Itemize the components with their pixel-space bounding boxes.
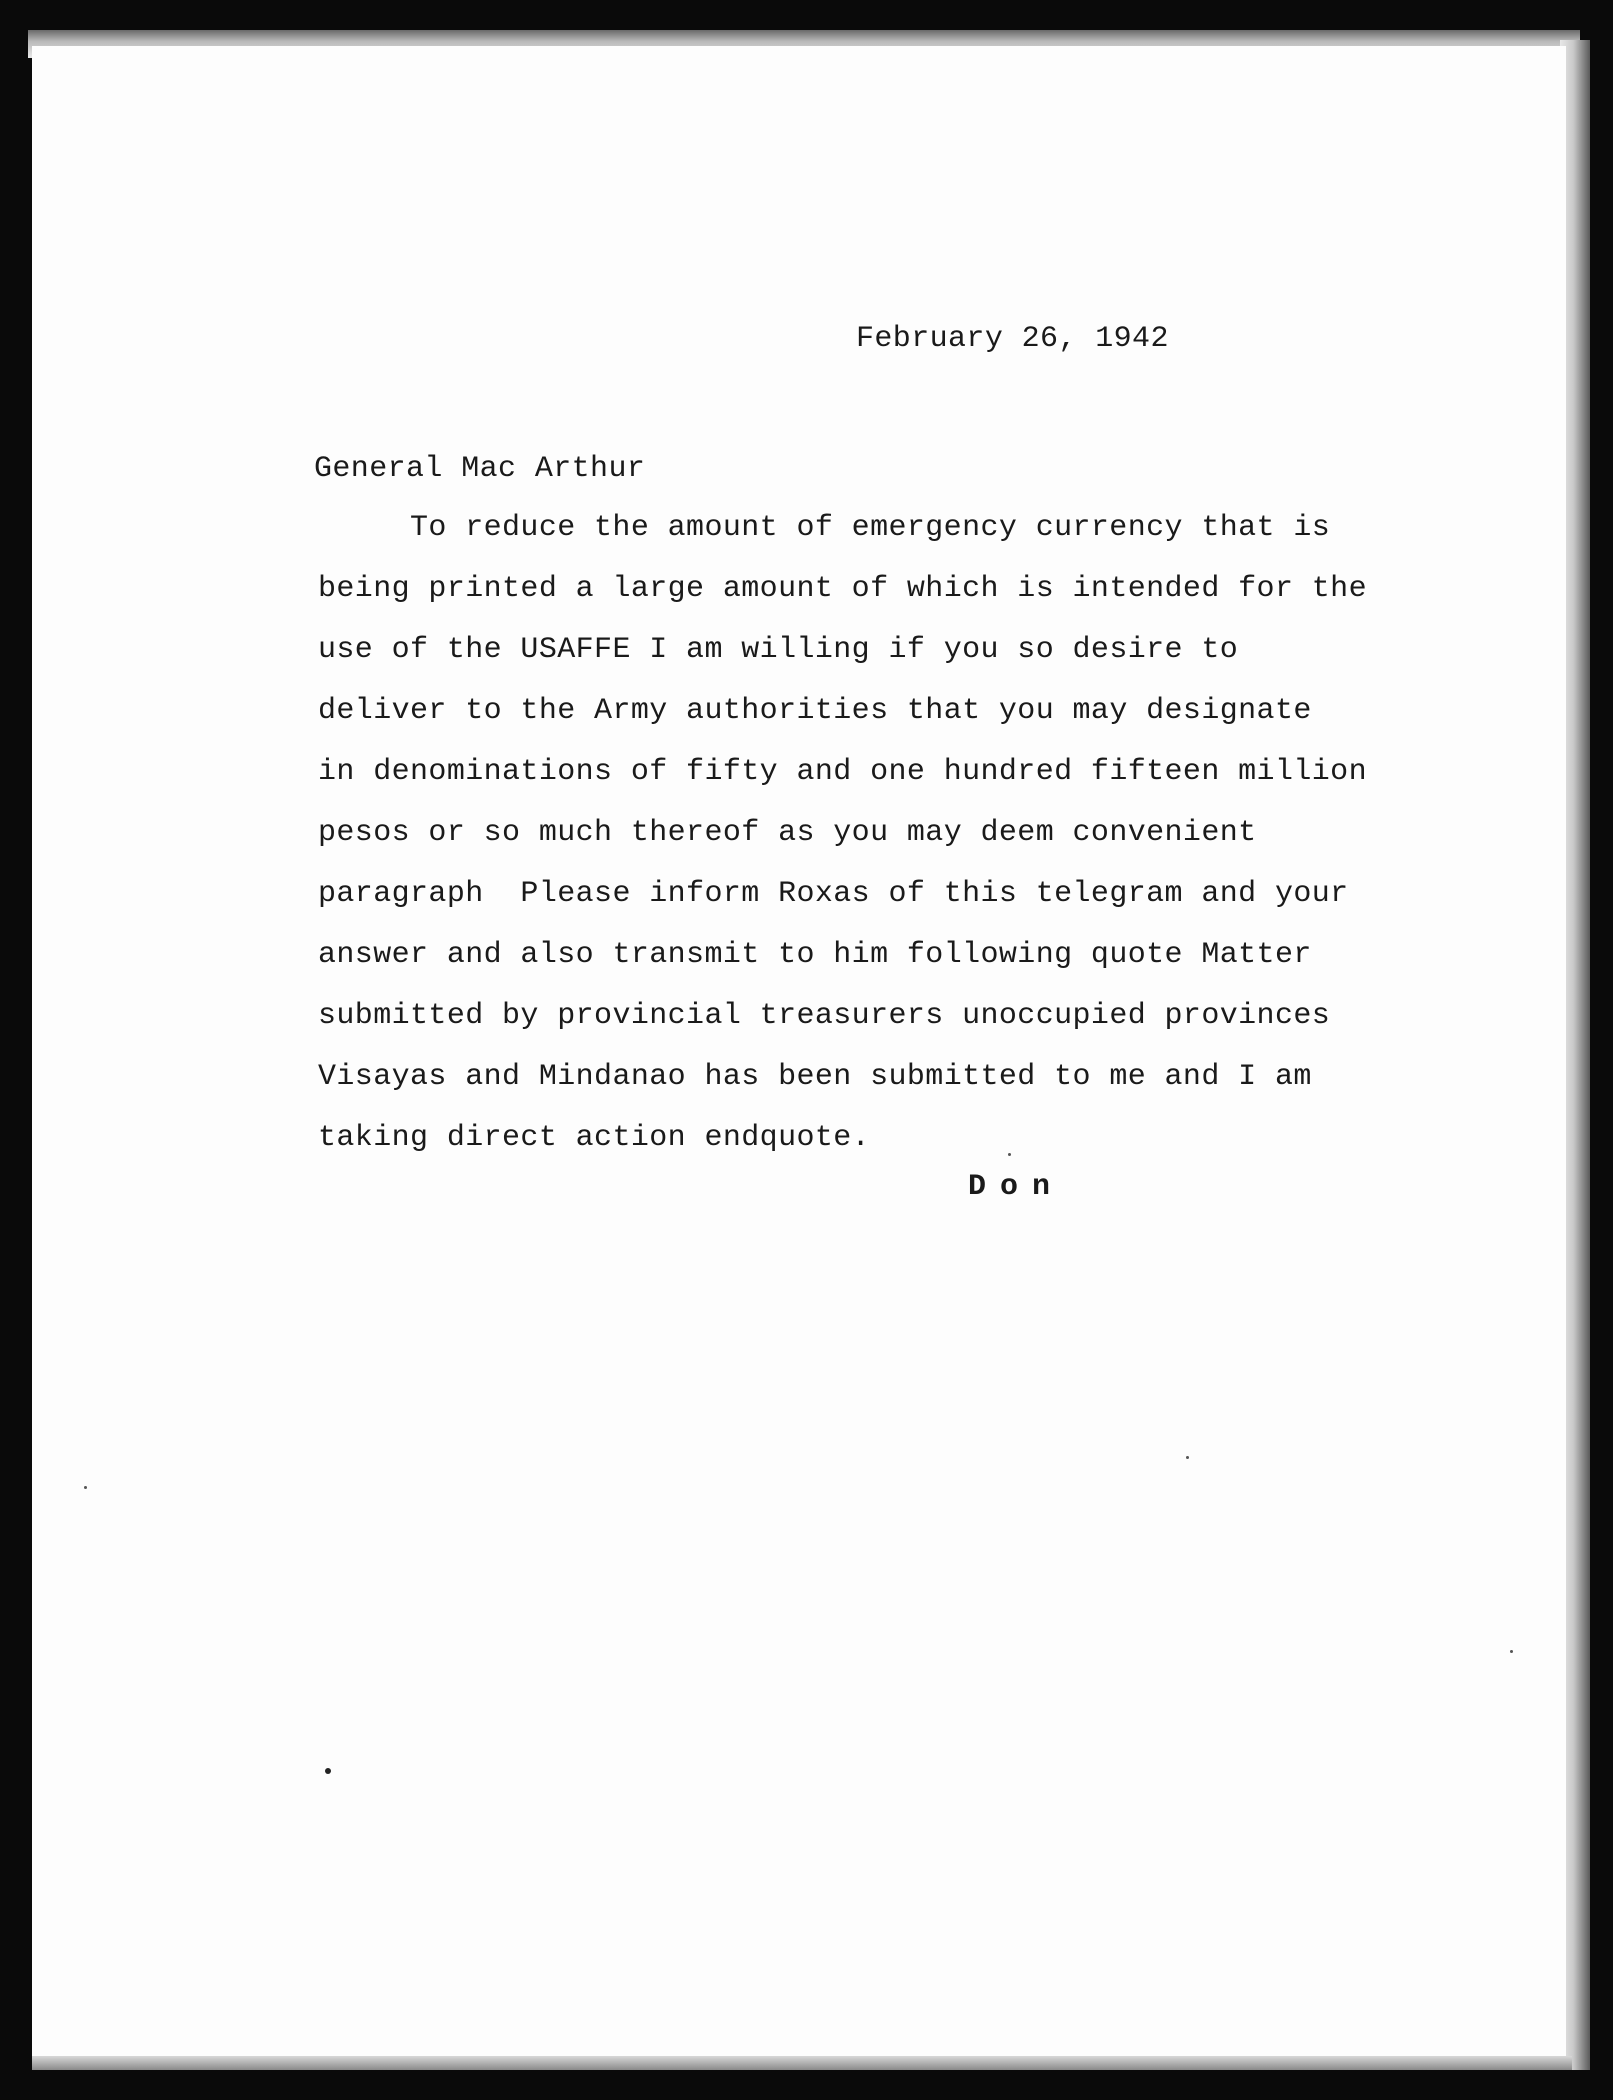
page-bottom-edge — [32, 2056, 1572, 2070]
body-line: in denominations of fifty and one hundred fifteen million — [318, 755, 1367, 789]
ink-speck — [1510, 1650, 1513, 1653]
body-line: Visayas and Mindanao has been submitted to me and I am — [318, 1060, 1312, 1094]
body-line: use of the USAFFE I am willing if you so desire to — [318, 633, 1239, 667]
body-line: pesos or so much thereof as you may deem convenient — [318, 816, 1257, 850]
ink-speck — [84, 1486, 87, 1489]
letter-salutation: General Mac Arthur — [314, 452, 646, 486]
letter-signature: Don — [968, 1170, 1065, 1204]
body-line: taking direct action endquote. — [318, 1121, 871, 1155]
body-line: submitted by provincial treasurers unoccupied provinces — [318, 999, 1331, 1033]
ink-speck — [325, 1768, 331, 1774]
body-line: To reduce the amount of emergency currency that is — [410, 511, 1331, 545]
body-line: answer and also transmit to him following quote Matter — [318, 938, 1312, 972]
ink-speck — [1186, 1456, 1189, 1459]
ink-speck — [1008, 1153, 1011, 1156]
body-line: paragraph Please inform Roxas of this telegram and your — [318, 877, 1349, 911]
letter-body — [318, 498, 1398, 1169]
letter-date: February 26, 1942 — [856, 322, 1169, 356]
body-line: deliver to the Army authorities that you may designate — [318, 694, 1312, 728]
body-line: being printed a large amount of which is intended for the — [318, 572, 1367, 606]
